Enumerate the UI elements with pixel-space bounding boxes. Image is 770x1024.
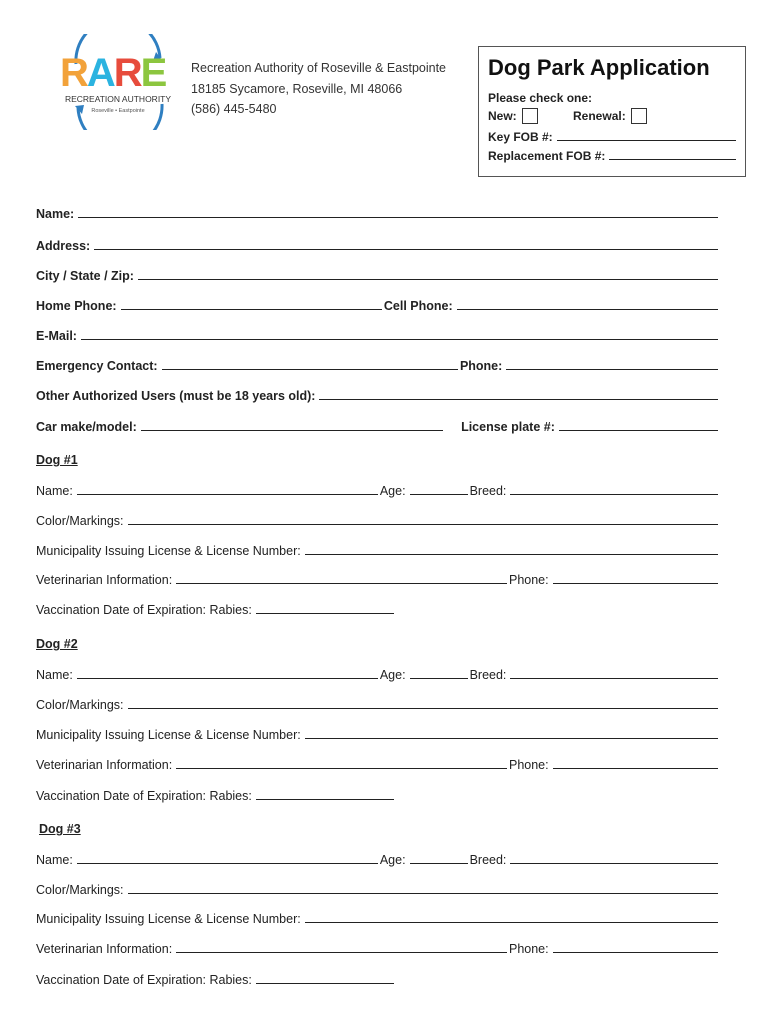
dog-3-name-row: [36, 851, 720, 867]
dog-2-vet-phone-field[interactable]: [553, 768, 718, 769]
dog-3-license-field[interactable]: [305, 922, 718, 923]
cell-phone-label: Cell Phone:: [383, 299, 453, 313]
dog-3-color-row: [36, 881, 720, 897]
other-users-row: [36, 387, 720, 403]
dog-1-breed-field[interactable]: [510, 494, 718, 495]
new-label: New:: [488, 109, 517, 123]
renewal-checkbox[interactable]: [631, 108, 647, 124]
car-label: Car make/model:: [36, 420, 137, 434]
dog-3-vaccination-row: [36, 971, 396, 987]
dog-3-rabies-field[interactable]: [256, 983, 394, 984]
address-field[interactable]: [94, 249, 718, 250]
dog-color-label: Color/Markings:: [36, 883, 124, 897]
city-label: City / State / Zip:: [36, 269, 134, 283]
dog-2-breed-field[interactable]: [510, 678, 718, 679]
form-title: Dog Park Application: [488, 55, 710, 80]
dog-2-vet-field[interactable]: [176, 768, 507, 769]
dog-2-age-field[interactable]: [410, 678, 468, 679]
key-fob-field[interactable]: [557, 140, 736, 141]
dog-1-vet-phone-field[interactable]: [553, 583, 718, 584]
dog-vet-phone-label: Phone:: [508, 758, 549, 772]
dog-breed-label: Breed:: [469, 668, 507, 682]
email-row: [36, 327, 720, 343]
dog-2-license-row: [36, 726, 720, 742]
other-users-field[interactable]: [319, 399, 718, 400]
dog-license-label: Municipality Issuing License & License Number:: [36, 728, 301, 742]
organization-info: [191, 58, 446, 120]
dog-vet-phone-label: Phone:: [508, 942, 549, 956]
cell-phone-field[interactable]: [457, 309, 718, 310]
dog-2-color-row: [36, 696, 720, 712]
rare-logo: [56, 34, 180, 130]
replacement-fob-row: [488, 149, 738, 163]
org-name: Recreation Authority of Roseville & Eastpointe: [191, 61, 446, 75]
dog-vet-label: Veterinarian Information:: [36, 573, 173, 587]
dog-3-license-row: [36, 910, 720, 926]
dog-1-color-field[interactable]: [128, 524, 718, 525]
emergency-phone-field[interactable]: [506, 369, 718, 370]
logo-subtitle: RECREATION AUTHORITY: [64, 94, 172, 104]
new-renewal-row: [488, 108, 647, 124]
dog-vet-label: Veterinarian Information:: [36, 758, 173, 772]
renewal-label: Renewal:: [573, 109, 626, 123]
replacement-fob-label: Replacement FOB #:: [488, 149, 606, 163]
dog-vaccination-label: Vaccination Date of Expiration: Rabies:: [36, 973, 252, 987]
dog-2-license-field[interactable]: [305, 738, 718, 739]
dog-3-name-field[interactable]: [77, 863, 378, 864]
emergency-contact-label: Emergency Contact:: [36, 359, 158, 373]
plate-label: License plate #:: [461, 420, 555, 434]
car-row: [36, 418, 720, 434]
check-prompt: Please check one:: [488, 91, 593, 105]
dog-3-vet-field[interactable]: [176, 952, 507, 953]
replacement-fob-field[interactable]: [609, 159, 736, 160]
dog-2-vet-row: [36, 756, 720, 772]
other-users-label: Other Authorized Users (must be 18 years old):: [36, 389, 316, 403]
dog-color-label: Color/Markings:: [36, 514, 124, 528]
key-fob-row: [488, 130, 738, 144]
car-field[interactable]: [141, 430, 443, 431]
city-row: [36, 267, 720, 283]
dog-3-vet-row: [36, 940, 720, 956]
owner-name-row: [36, 205, 720, 221]
dog-1-license-row: [36, 542, 720, 558]
address-label: Address:: [36, 239, 91, 253]
application-box: [478, 46, 746, 177]
dog-3-vet-phone-field[interactable]: [553, 952, 718, 953]
dog-2-name-row: [36, 666, 720, 682]
dog-1-vaccination-row: [36, 601, 396, 617]
plate-field[interactable]: [559, 430, 718, 431]
dog-breed-label: Breed:: [469, 853, 507, 867]
dog-age-label: Age:: [379, 853, 406, 867]
address-row: [36, 237, 720, 253]
email-field[interactable]: [81, 339, 718, 340]
dog-1-vet-field[interactable]: [176, 583, 507, 584]
key-fob-label: Key FOB #:: [488, 130, 553, 144]
dog-vaccination-label: Vaccination Date of Expiration: Rabies:: [36, 789, 252, 803]
new-checkbox[interactable]: [522, 108, 538, 124]
org-address: 18185 Sycamore, Roseville, MI 48066: [191, 81, 403, 96]
owner-name-field[interactable]: [78, 217, 718, 218]
emergency-contact-field[interactable]: [162, 369, 458, 370]
dog-name-label: Name:: [36, 484, 73, 498]
dog-2-rabies-field[interactable]: [256, 799, 394, 800]
dog-1-age-field[interactable]: [410, 494, 468, 495]
dog-1-heading: Dog #1: [36, 453, 78, 467]
dog-3-age-field[interactable]: [410, 863, 468, 864]
email-label: E-Mail:: [36, 329, 77, 343]
dog-breed-label: Breed:: [469, 484, 507, 498]
dog-name-label: Name:: [36, 853, 73, 867]
svg-text:RARE: RARE: [60, 51, 166, 95]
dog-vaccination-label: Vaccination Date of Expiration: Rabies:: [36, 603, 252, 617]
dog-1-name-row: [36, 482, 720, 498]
dog-age-label: Age:: [379, 484, 406, 498]
dog-1-vet-row: [36, 571, 720, 587]
dog-license-label: Municipality Issuing License & License Number:: [36, 544, 301, 558]
dog-1-license-field[interactable]: [305, 554, 718, 555]
home-phone-field[interactable]: [121, 309, 382, 310]
dog-1-name-field[interactable]: [77, 494, 378, 495]
logo-tagline: Roseville • Eastpointe: [91, 108, 145, 114]
dog-vet-label: Veterinarian Information:: [36, 942, 173, 956]
dog-2-heading: Dog #2: [36, 637, 78, 651]
dog-3-heading: Dog #3: [39, 822, 81, 836]
org-phone: (586) 445-5480: [191, 102, 277, 116]
dog-3-color-field[interactable]: [128, 893, 718, 894]
dog-3-breed-field[interactable]: [510, 863, 718, 864]
dog-1-color-row: [36, 512, 720, 528]
home-phone-label: Home Phone:: [36, 299, 117, 313]
city-field[interactable]: [138, 279, 718, 280]
emergency-row: [36, 357, 720, 373]
dog-age-label: Age:: [379, 668, 406, 682]
dog-color-label: Color/Markings:: [36, 698, 124, 712]
emergency-phone-label: Phone:: [459, 359, 503, 373]
dog-license-label: Municipality Issuing License & License Number:: [36, 912, 301, 926]
dog-2-name-field[interactable]: [77, 678, 378, 679]
owner-name-label: Name:: [36, 207, 75, 221]
dog-name-label: Name:: [36, 668, 73, 682]
dog-1-rabies-field[interactable]: [256, 613, 394, 614]
dog-2-color-field[interactable]: [128, 708, 718, 709]
phones-row: [36, 297, 720, 313]
dog-vet-phone-label: Phone:: [508, 573, 549, 587]
dog-2-vaccination-row: [36, 787, 396, 803]
